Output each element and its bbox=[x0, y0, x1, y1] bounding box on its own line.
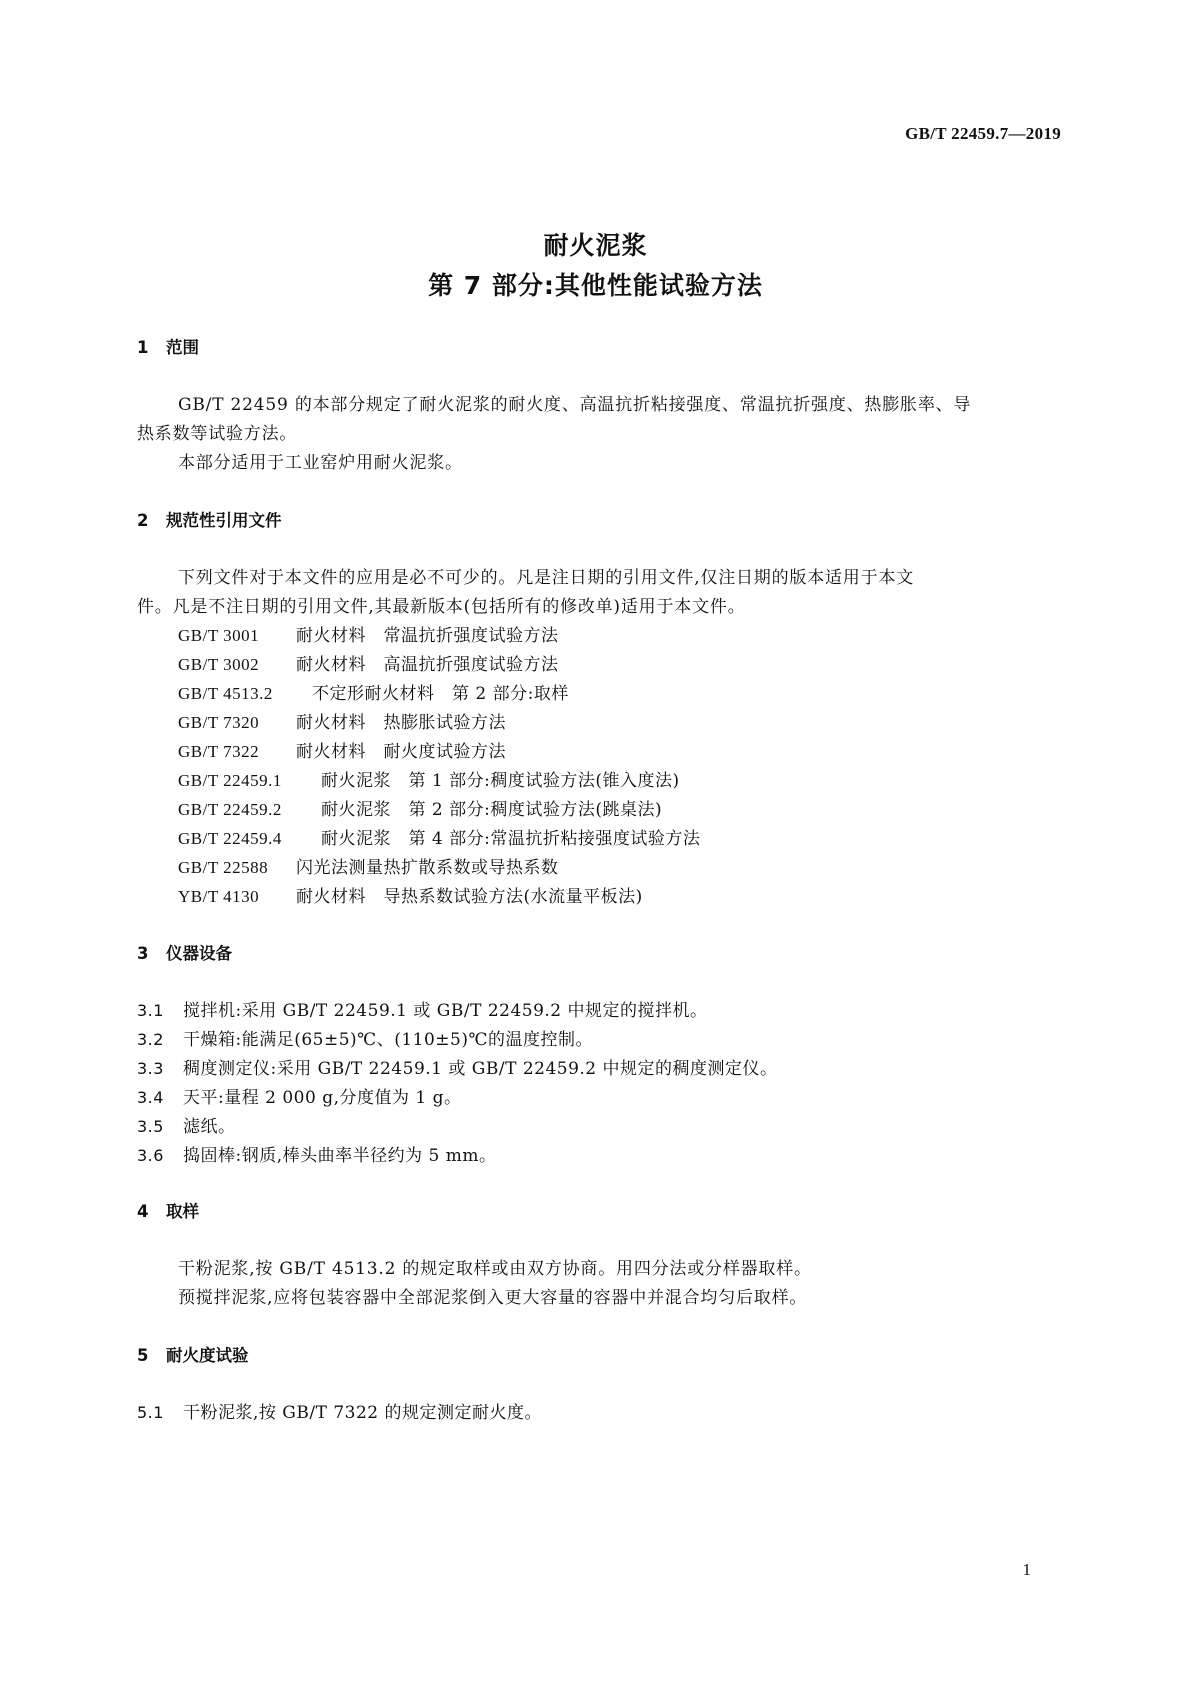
clause-number: 3.4 bbox=[137, 1088, 164, 1107]
section-title: 规范性引用文件 bbox=[166, 511, 282, 530]
clause-text: 干粉泥浆,按 GB/T 7322 的规定测定耐火度。 bbox=[183, 1403, 543, 1423]
reference-code: GB/T 3002 bbox=[178, 655, 260, 674]
paragraph-line: 下列文件对于本文件的应用是必不可少的。凡是注日期的引用文件,仅注日期的版本适用于本文 bbox=[178, 568, 915, 588]
section-heading-sampling bbox=[137, 1198, 199, 1222]
reference-code: GB/T 3001 bbox=[178, 626, 260, 645]
clause-text: 干燥箱:能满足(65±5)℃、(110±5)℃的温度控制。 bbox=[183, 1030, 593, 1050]
reference-code: GB/T 22459.1 bbox=[178, 771, 282, 790]
reference-code: GB/T 22459.2 bbox=[178, 800, 282, 819]
paragraph-line: GB/T 22459 的本部分规定了耐火泥浆的耐火度、高温抗折粘接强度、常温抗折强度、热膨胀率、导 bbox=[178, 395, 972, 415]
reference-title: 耐火泥浆 第 2 部分:稠度试验方法(跳桌法) bbox=[321, 800, 663, 820]
reference-item bbox=[178, 882, 643, 907]
clause-text: 捣固棒:钢质,棒头曲率半径约为 5 mm。 bbox=[183, 1146, 497, 1166]
reference-item bbox=[178, 708, 506, 733]
clause-text: 搅拌机:采用 GB/T 22459.1 或 GB/T 22459.2 中规定的搅拌机。 bbox=[183, 1001, 708, 1021]
reference-title: 耐火材料 常温抗折强度试验方法 bbox=[296, 626, 559, 646]
paragraph: 预搅拌泥浆,应将包装容器中全部泥浆倒入更大容量的容器中并混合均匀后取样。 bbox=[178, 1288, 808, 1308]
clause-item bbox=[137, 1054, 778, 1079]
section-number: 3 bbox=[137, 944, 149, 963]
reference-item bbox=[178, 853, 559, 878]
reference-item bbox=[178, 679, 569, 704]
reference-code: GB/T 7322 bbox=[178, 742, 260, 761]
section-heading-apparatus bbox=[137, 940, 232, 964]
clause-text: 天平:量程 2 000 g,分度值为 1 g。 bbox=[183, 1088, 462, 1108]
reference-title: 耐火材料 高温抗折强度试验方法 bbox=[296, 655, 559, 675]
section-heading-refractoriness bbox=[137, 1342, 249, 1366]
clause-number: 3.6 bbox=[137, 1146, 164, 1165]
section-number: 5 bbox=[137, 1346, 149, 1365]
reference-code: GB/T 22459.4 bbox=[178, 829, 282, 848]
reference-code: YB/T 4130 bbox=[178, 887, 260, 906]
reference-item bbox=[178, 737, 506, 762]
reference-item bbox=[178, 795, 662, 820]
paragraph-line: 件。凡是不注日期的引用文件,其最新版本(包括所有的修改单)适用于本文件。 bbox=[137, 597, 746, 617]
section-title: 仪器设备 bbox=[166, 944, 232, 963]
reference-item bbox=[178, 621, 559, 646]
reference-code: GB/T 7320 bbox=[178, 713, 260, 732]
clause-text: 稠度测定仪:采用 GB/T 22459.1 或 GB/T 22459.2 中规定的稠度测定仪。 bbox=[183, 1059, 778, 1079]
clause-item bbox=[137, 1112, 236, 1137]
section-number: 2 bbox=[137, 511, 149, 530]
page-number: 1 bbox=[1022, 1560, 1031, 1579]
paragraph: 干粉泥浆,按 GB/T 4513.2 的规定取样或由双方协商。用四分法或分样器取样。 bbox=[178, 1259, 812, 1279]
clause-number: 3.5 bbox=[137, 1117, 164, 1136]
section-number: 1 bbox=[137, 338, 149, 357]
section-heading-scope bbox=[137, 334, 199, 358]
clause-item bbox=[137, 1398, 542, 1423]
reference-title: 闪光法测量热扩散系数或导热系数 bbox=[296, 858, 559, 878]
clause-number: 3.1 bbox=[137, 1001, 164, 1020]
clause-text: 滤纸。 bbox=[183, 1117, 236, 1137]
clause-number: 5.1 bbox=[137, 1403, 164, 1422]
reference-item bbox=[178, 824, 700, 849]
section-title: 耐火度试验 bbox=[166, 1346, 249, 1365]
reference-item bbox=[178, 766, 680, 791]
section-title: 取样 bbox=[166, 1202, 199, 1221]
section-number: 4 bbox=[137, 1202, 149, 1221]
clause-number: 3.3 bbox=[137, 1059, 164, 1078]
reference-title: 耐火材料 耐火度试验方法 bbox=[296, 742, 506, 762]
doc-subtitle: 第 7 部分:其他性能试验方法 bbox=[428, 271, 763, 300]
clause-item bbox=[137, 1083, 462, 1108]
reference-code: GB/T 22588 bbox=[178, 858, 269, 877]
reference-code: GB/T 4513.2 bbox=[178, 684, 273, 703]
paragraph: 本部分适用于工业窑炉用耐火泥浆。 bbox=[178, 453, 463, 473]
clause-item bbox=[137, 1141, 497, 1166]
reference-title: 不定形耐火材料 第 2 部分:取样 bbox=[312, 684, 569, 704]
paragraph-line: 热系数等试验方法。 bbox=[137, 424, 298, 444]
reference-title: 耐火材料 热膨胀试验方法 bbox=[296, 713, 506, 733]
reference-item bbox=[178, 650, 559, 675]
clause-number: 3.2 bbox=[137, 1030, 164, 1049]
reference-title: 耐火泥浆 第 1 部分:稠度试验方法(锥入度法) bbox=[321, 771, 680, 791]
reference-title: 耐火材料 导热系数试验方法(水流量平板法) bbox=[296, 887, 643, 907]
doc-title: 耐火泥浆 bbox=[543, 231, 648, 260]
clause-item bbox=[137, 1025, 593, 1050]
reference-title: 耐火泥浆 第 4 部分:常温抗折粘接强度试验方法 bbox=[321, 829, 701, 849]
standard-code: GB/T 22459.7—2019 bbox=[905, 124, 1061, 143]
section-title: 范围 bbox=[166, 338, 199, 357]
clause-item bbox=[137, 996, 708, 1021]
section-heading-references bbox=[137, 507, 282, 531]
